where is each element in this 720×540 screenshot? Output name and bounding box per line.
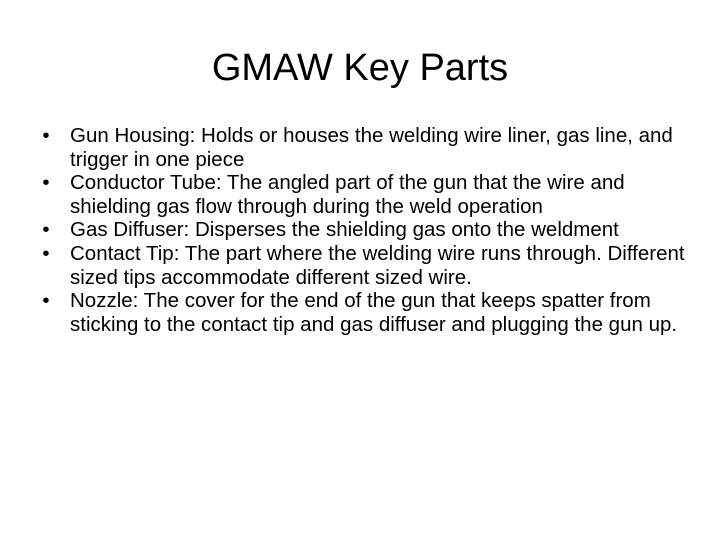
bullet-list bbox=[36, 124, 696, 336]
bullet-icon: • bbox=[42, 124, 50, 147]
slide-title: GMAW Key Parts bbox=[211, 47, 509, 89]
bullet-icon: • bbox=[42, 218, 50, 242]
bullet-text: Gun Housing: Holds or houses the welding wire liner, gas line, and trigger in one piece bbox=[70, 124, 673, 171]
list-item-conductor-tube bbox=[36, 171, 696, 218]
list-item-gun-housing bbox=[36, 124, 696, 171]
bullet-text: Gas Diffuser: Disperses the shielding gas onto the weldment bbox=[70, 218, 619, 242]
bullet-text: Nozzle: The cover for the end of the gun that keeps spatter from sticking to the contact tip and gas diffuser and plugging the gun up. bbox=[70, 289, 678, 336]
bullet-icon: • bbox=[42, 241, 50, 265]
bullet-icon: • bbox=[42, 171, 50, 195]
bullet-text: Contact Tip: The part where the welding wire runs through. Different sized tips accommodate different sized wire. bbox=[70, 241, 685, 289]
bullet-text: Conductor Tube: The angled part of the gun that the wire and shielding gas flow through during the weld operation bbox=[70, 171, 625, 218]
list-item-nozzle bbox=[36, 289, 696, 336]
bullet-icon: • bbox=[42, 289, 50, 313]
list-item-gas-diffuser bbox=[36, 218, 696, 242]
list-item-contact-tip bbox=[36, 242, 696, 289]
